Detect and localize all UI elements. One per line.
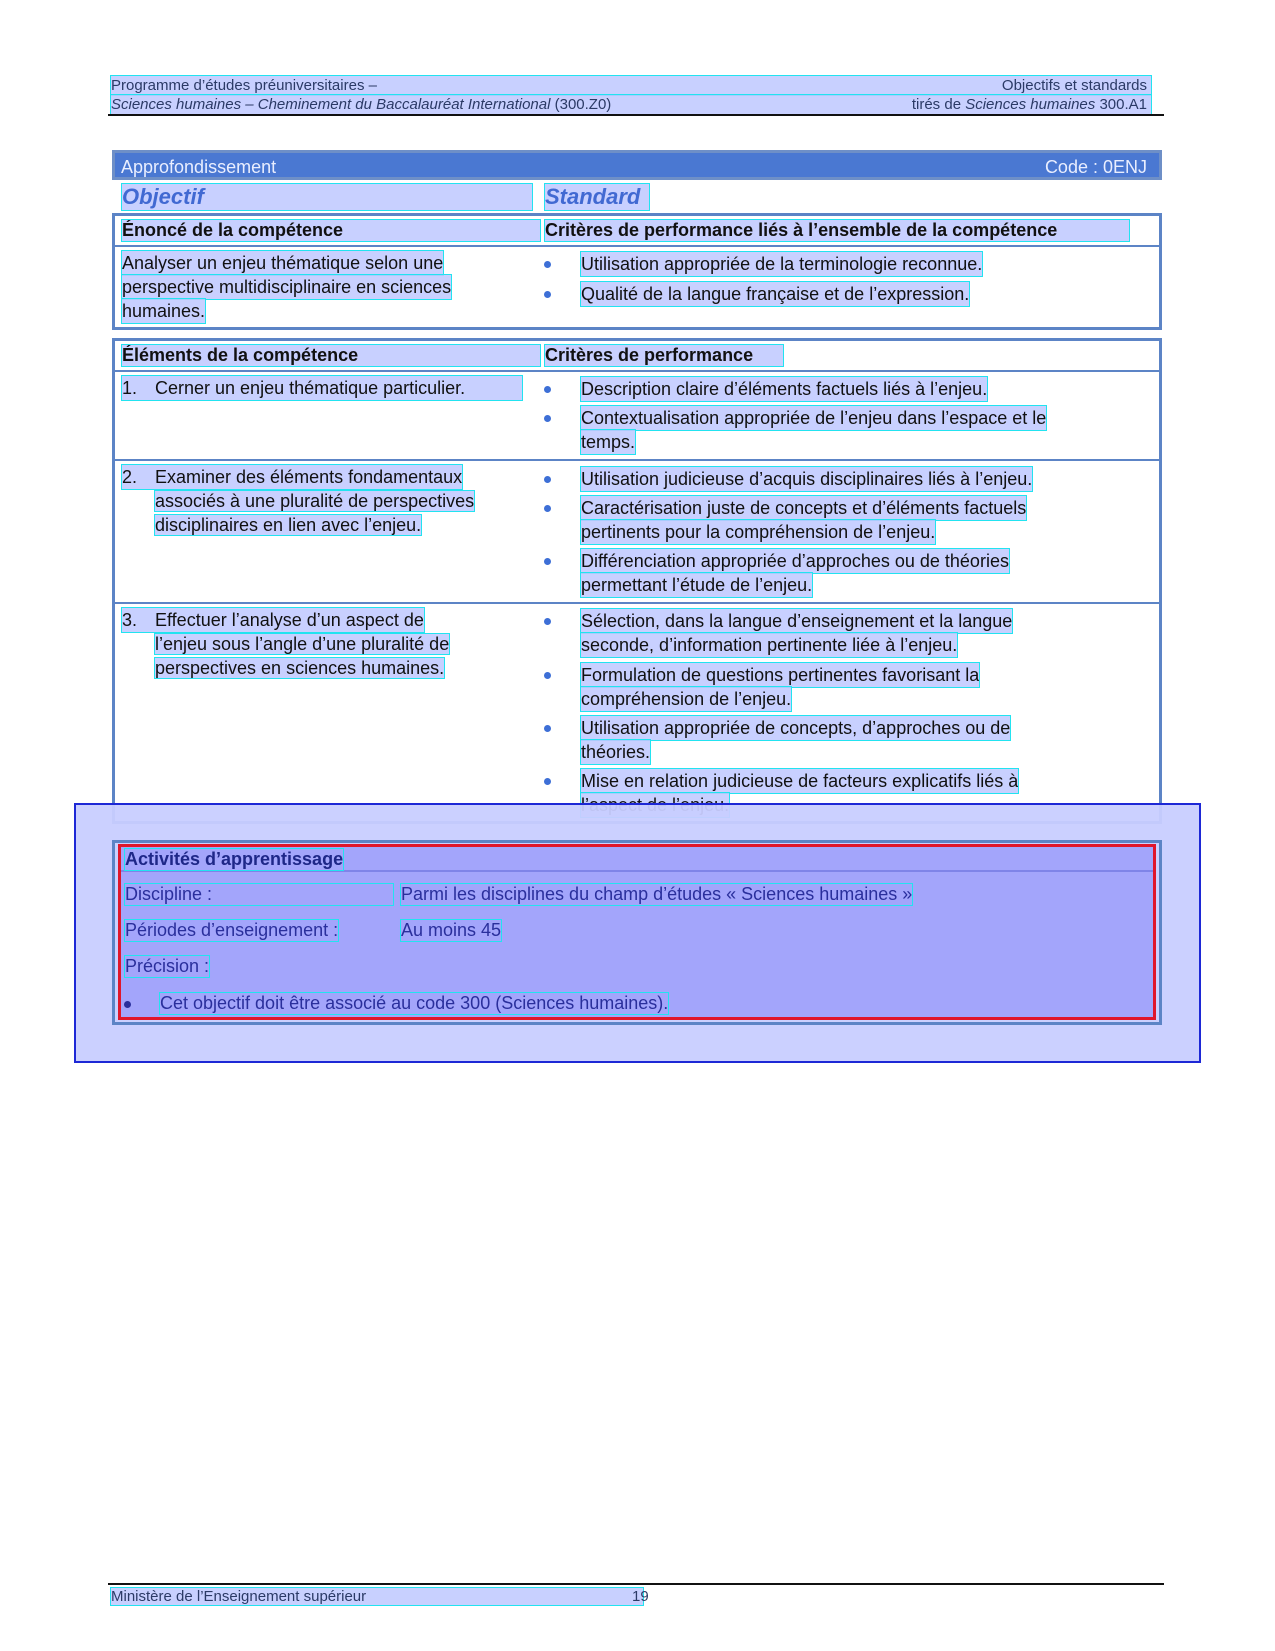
element-line: Examiner des éléments fondamentaux (155, 467, 463, 487)
title-bar (112, 150, 1162, 180)
bullet-icon (544, 558, 551, 565)
element-line: associés à une pluralité de perspectives (155, 491, 475, 511)
bullet-icon (544, 386, 551, 393)
bullet-icon (544, 725, 551, 732)
header-program-code: (300.Z0) (550, 96, 612, 113)
element-line: Effectuer l’analyse d’un aspect de (155, 610, 424, 630)
element-number: 3. (122, 610, 138, 630)
elements-header-rule (112, 370, 1162, 372)
bullet-icon (544, 505, 551, 512)
header-program-title: Sciences humaines – Cheminement du Baccalauréat International (111, 96, 551, 113)
header-source-prefix: tirés de (911, 96, 966, 113)
title-approfondissement: Approfondissement (121, 157, 277, 177)
critere-ensemble-item: Qualité de la langue française et de l’expression. (581, 284, 970, 304)
element-number: 2. (122, 467, 138, 487)
element-line-wrap (122, 608, 424, 632)
bullet-icon (544, 415, 551, 422)
element-row-2 (122, 465, 532, 537)
header-source-title: Sciences humaines (965, 96, 1096, 113)
criterion-item: Caractérisation juste de concepts et d’éléments factuels (581, 498, 1027, 518)
element-line-wrap (122, 465, 462, 489)
criteres-header: Critères de performance (545, 345, 783, 366)
criterion-item-cont: seconde, d’information pertinente liée à l’enjeu. (581, 635, 958, 655)
footer-rule (108, 1583, 1164, 1585)
bullet-icon (544, 618, 551, 625)
bullet-icon (544, 261, 551, 268)
element-row-1 (122, 376, 522, 400)
activites-title: Activités d’apprentissage (125, 849, 344, 869)
header-objectifs-line1: Objectifs et standards (1001, 77, 1147, 94)
bullet-icon (544, 476, 551, 483)
enonce-line: perspective multidisciplinaire en sciences (122, 277, 452, 297)
precision-item: Cet objectif doit être associé au code 300 (Sciences humaines). (160, 993, 669, 1013)
bullet-icon (124, 1001, 131, 1008)
periodes-value: Au moins 45 (401, 920, 502, 940)
footer-ministere: Ministère de l’Enseignement supérieur (111, 1588, 643, 1605)
element-number: 1. (122, 378, 138, 398)
col-objectif: Objectif (122, 184, 532, 210)
competence-header-rule (112, 245, 1162, 247)
element-line: l’enjeu sous l’angle d’une pluralité de (155, 634, 450, 654)
bullet-icon (544, 672, 551, 679)
criterion-item-cont: compréhension de l’enjeu. (581, 689, 792, 709)
criterion-item: Description claire d’éléments factuels liés à l’enjeu. (581, 379, 988, 399)
enonce-text (122, 251, 522, 323)
discipline-value: Parmi les disciplines du champ d’études « Sciences humaines » (401, 884, 913, 904)
bullet-icon (544, 291, 551, 298)
enonce-line: humaines. (122, 301, 206, 321)
criterion-item: Formulation de questions pertinentes favorisant la (581, 665, 980, 685)
bullet-icon (544, 778, 551, 785)
criterion-item: Contextualisation appropriée de l’enjeu dans l’espace et le (581, 408, 1047, 428)
title-code: Code : 0ENJ (1044, 157, 1147, 177)
header-source (912, 95, 1147, 114)
elements-header: Éléments de la compétence (122, 345, 540, 366)
precision-label: Précision : (125, 956, 210, 976)
footer-page-number: 19 (632, 1588, 649, 1605)
enonce-header: Énoncé de la compétence (122, 220, 540, 241)
header-source-code: 300.A1 (1095, 96, 1147, 113)
element-line: perspectives en sciences humaines. (155, 658, 445, 678)
criterion-item-cont: pertinents pour la compréhension de l’enjeu. (581, 522, 936, 542)
criterion-item-cont: permettant l’étude de l’enjeu. (581, 575, 813, 595)
activites-header-rule (121, 870, 1153, 872)
row-separator (112, 459, 1162, 461)
col-standard: Standard (545, 184, 649, 210)
header-rule (108, 114, 1164, 116)
header-program (111, 76, 1151, 95)
element-row-3 (122, 608, 532, 680)
element-line: disciplinaires en lien avec l’enjeu. (155, 515, 422, 535)
criterion-item: Sélection, dans la langue d’enseignement et la langue (581, 611, 1013, 631)
periodes-label: Périodes d’enseignement : (125, 920, 339, 940)
discipline-label: Discipline : (125, 884, 393, 905)
criterion-item-cont: temps. (581, 432, 636, 452)
criteres-ensemble-header: Critères de performance liés à l’ensemble de la compétence (545, 220, 1129, 241)
criterion-item: Utilisation judicieuse d’acquis disciplinaires liés à l’enjeu. (581, 469, 1033, 489)
criterion-item: Différenciation appropriée d’approches ou de théories (581, 551, 1009, 571)
criterion-item: Mise en relation judicieuse de facteurs explicatifs liés à (581, 771, 1019, 791)
header-objectifs (1002, 76, 1147, 95)
critere-ensemble-item: Utilisation appropriée de la terminologie reconnue. (581, 254, 983, 274)
criterion-item-cont: théories. (581, 742, 651, 762)
header-program-line1: Programme d’études préuniversitaires – (111, 77, 377, 94)
criterion-item: Utilisation appropriée de concepts, d’approches ou de (581, 718, 1011, 738)
element-line: Cerner un enjeu thématique particulier. (155, 378, 466, 398)
enonce-line: Analyser un enjeu thématique selon une (122, 253, 444, 273)
row-separator (112, 602, 1162, 604)
